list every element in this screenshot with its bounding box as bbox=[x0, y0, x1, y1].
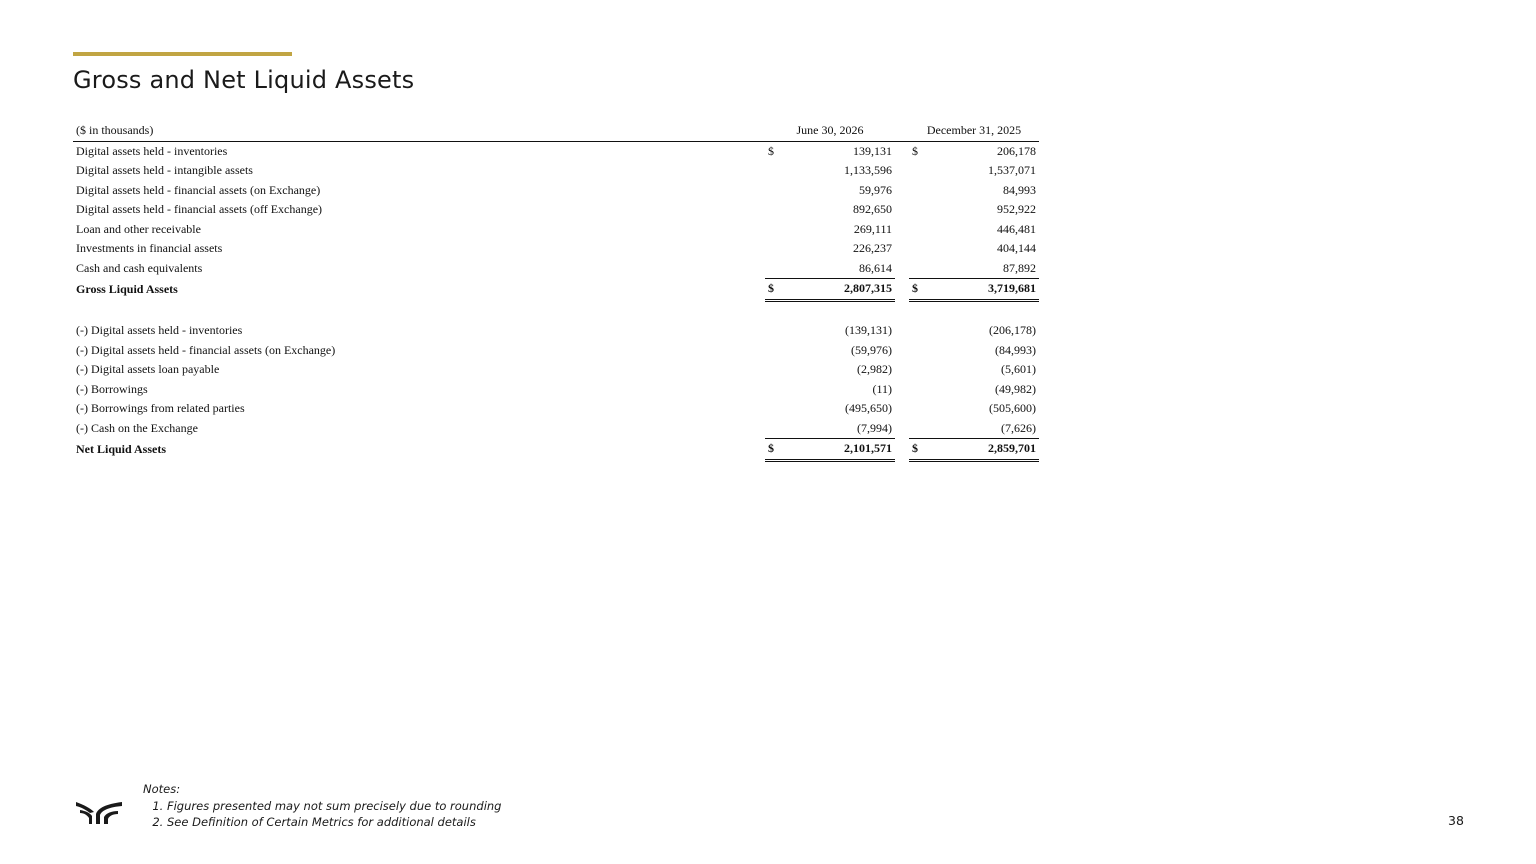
notes-heading: Notes: bbox=[143, 782, 181, 796]
value-december-2025: (5,601) bbox=[1001, 362, 1036, 376]
value-june-2026: (7,994) bbox=[857, 420, 892, 435]
currency-symbol bbox=[765, 399, 791, 419]
currency-symbol: $ bbox=[765, 438, 791, 462]
note-item: 1. Figures presented may not sum precisely due to rounding bbox=[167, 798, 501, 815]
row-label: (-) Digital assets held - inventories bbox=[76, 323, 243, 337]
column-header-june-2026: June 30, 2026 bbox=[765, 121, 895, 142]
spacer-row bbox=[73, 302, 1039, 322]
currency-symbol bbox=[765, 321, 791, 341]
column-gap bbox=[895, 380, 909, 400]
currency-symbol bbox=[765, 360, 791, 380]
title-accent-bar bbox=[73, 52, 292, 56]
currency-symbol bbox=[909, 399, 935, 419]
column-gap bbox=[895, 259, 909, 279]
table-row bbox=[73, 239, 1039, 259]
column-gap bbox=[895, 278, 909, 302]
currency-symbol bbox=[765, 161, 791, 181]
currency-symbol bbox=[909, 419, 935, 439]
currency-symbol bbox=[909, 341, 935, 361]
table-row bbox=[73, 360, 1039, 380]
table-header-row bbox=[73, 121, 1039, 142]
value-june-2026: 86,614 bbox=[859, 260, 892, 275]
header-gap bbox=[895, 121, 909, 142]
value-december-2025: 84,993 bbox=[1003, 182, 1036, 197]
currency-symbol: $ bbox=[909, 438, 935, 462]
column-header-december-2025: December 31, 2025 bbox=[909, 121, 1039, 142]
note-item: 2. See Definition of Certain Metrics for additional details bbox=[167, 814, 501, 831]
footnotes bbox=[143, 781, 501, 831]
column-gap bbox=[895, 438, 909, 462]
value-december-2025: 446,481 bbox=[997, 221, 1036, 236]
value-december-2025: (7,626) bbox=[1001, 420, 1036, 435]
currency-symbol bbox=[765, 220, 791, 240]
table-row bbox=[73, 200, 1039, 220]
row-label: (-) Digital assets loan payable bbox=[76, 362, 220, 376]
column-gap bbox=[895, 239, 909, 259]
row-label: Digital assets held - intangible assets bbox=[76, 163, 253, 177]
row-label: (-) Borrowings bbox=[76, 381, 148, 396]
row-label: Cash and cash equivalents bbox=[76, 260, 203, 275]
page-title: Gross and Net Liquid Assets bbox=[73, 66, 415, 94]
value-december-2025: (505,600) bbox=[989, 401, 1036, 415]
currency-symbol: $ bbox=[768, 143, 774, 158]
value-december-2025: 2,859,701 bbox=[935, 438, 1039, 462]
currency-symbol bbox=[765, 200, 791, 220]
currency-symbol: $ bbox=[765, 278, 791, 302]
row-label: Loan and other receivable bbox=[76, 221, 201, 236]
column-gap bbox=[895, 341, 909, 361]
currency-symbol bbox=[765, 380, 791, 400]
row-label: Investments in financial assets bbox=[76, 241, 223, 255]
table-body bbox=[73, 142, 1039, 462]
row-label: (-) Borrowings from related parties bbox=[76, 401, 245, 415]
row-label: Digital assets held - financial assets (off Exchange) bbox=[76, 202, 323, 216]
value-december-2025: 1,537,071 bbox=[988, 163, 1036, 177]
currency-symbol bbox=[765, 419, 791, 439]
table-row bbox=[73, 419, 1039, 439]
currency-symbol bbox=[909, 239, 935, 259]
column-gap bbox=[895, 419, 909, 439]
currency-symbol bbox=[909, 321, 935, 341]
table-row bbox=[73, 220, 1039, 240]
value-december-2025: 404,144 bbox=[997, 241, 1036, 255]
table-row bbox=[73, 259, 1039, 279]
table-row bbox=[73, 399, 1039, 419]
row-label: (-) Digital assets held - financial assets (on Exchange) bbox=[76, 342, 336, 357]
value-december-2025: 3,719,681 bbox=[935, 278, 1039, 302]
units-label: ($ in thousands) bbox=[73, 121, 765, 142]
column-gap bbox=[895, 321, 909, 341]
row-label: Digital assets held - financial assets (on Exchange) bbox=[76, 182, 321, 197]
value-december-2025: (49,982) bbox=[995, 381, 1036, 396]
currency-symbol bbox=[909, 380, 935, 400]
value-june-2026: 269,111 bbox=[853, 221, 892, 236]
value-june-2026: 59,976 bbox=[859, 182, 892, 197]
table-row bbox=[73, 321, 1039, 341]
currency-symbol bbox=[909, 360, 935, 380]
row-label: (-) Cash on the Exchange bbox=[76, 420, 198, 435]
value-june-2026: 2,807,315 bbox=[791, 278, 895, 302]
table-row bbox=[73, 142, 1039, 162]
column-gap bbox=[895, 181, 909, 201]
table-row bbox=[73, 341, 1039, 361]
value-december-2025: (84,993) bbox=[995, 342, 1036, 357]
column-gap bbox=[895, 142, 909, 162]
row-label: Net Liquid Assets bbox=[76, 442, 167, 456]
column-gap bbox=[895, 220, 909, 240]
column-gap bbox=[895, 161, 909, 181]
page-number: 38 bbox=[1448, 813, 1464, 828]
value-december-2025: 952,922 bbox=[997, 202, 1036, 216]
row-label: Digital assets held - inventories bbox=[76, 143, 228, 158]
value-december-2025: 87,892 bbox=[1003, 260, 1036, 275]
value-december-2025: 206,178 bbox=[997, 143, 1036, 158]
value-june-2026: (139,131) bbox=[845, 323, 892, 337]
value-june-2026: (2,982) bbox=[857, 362, 892, 376]
column-gap bbox=[895, 399, 909, 419]
currency-symbol bbox=[765, 181, 791, 201]
value-june-2026: 1,133,596 bbox=[844, 163, 892, 177]
currency-symbol: $ bbox=[909, 278, 935, 302]
value-december-2025: (206,178) bbox=[989, 323, 1036, 337]
total-row bbox=[73, 278, 1039, 302]
currency-symbol bbox=[765, 259, 791, 279]
currency-symbol bbox=[909, 259, 935, 279]
currency-symbol bbox=[765, 239, 791, 259]
company-logo-icon bbox=[74, 796, 124, 826]
currency-symbol bbox=[765, 341, 791, 361]
column-gap bbox=[895, 200, 909, 220]
currency-symbol bbox=[909, 200, 935, 220]
row-label: Gross Liquid Assets bbox=[76, 282, 178, 296]
value-june-2026: (495,650) bbox=[845, 401, 892, 415]
currency-symbol bbox=[909, 161, 935, 181]
value-june-2026: (11) bbox=[872, 381, 892, 396]
liquid-assets-table bbox=[73, 121, 1039, 462]
table-row bbox=[73, 380, 1039, 400]
column-gap bbox=[895, 360, 909, 380]
currency-symbol bbox=[909, 181, 935, 201]
value-june-2026: 2,101,571 bbox=[791, 438, 895, 462]
table-row bbox=[73, 181, 1039, 201]
value-june-2026: 139,131 bbox=[853, 143, 892, 158]
notes-list bbox=[143, 798, 501, 831]
value-june-2026: 226,237 bbox=[853, 241, 892, 255]
currency-symbol: $ bbox=[912, 143, 918, 158]
table-row bbox=[73, 161, 1039, 181]
total-row bbox=[73, 438, 1039, 462]
value-june-2026: (59,976) bbox=[851, 342, 892, 357]
currency-symbol bbox=[909, 220, 935, 240]
value-june-2026: 892,650 bbox=[853, 202, 892, 216]
